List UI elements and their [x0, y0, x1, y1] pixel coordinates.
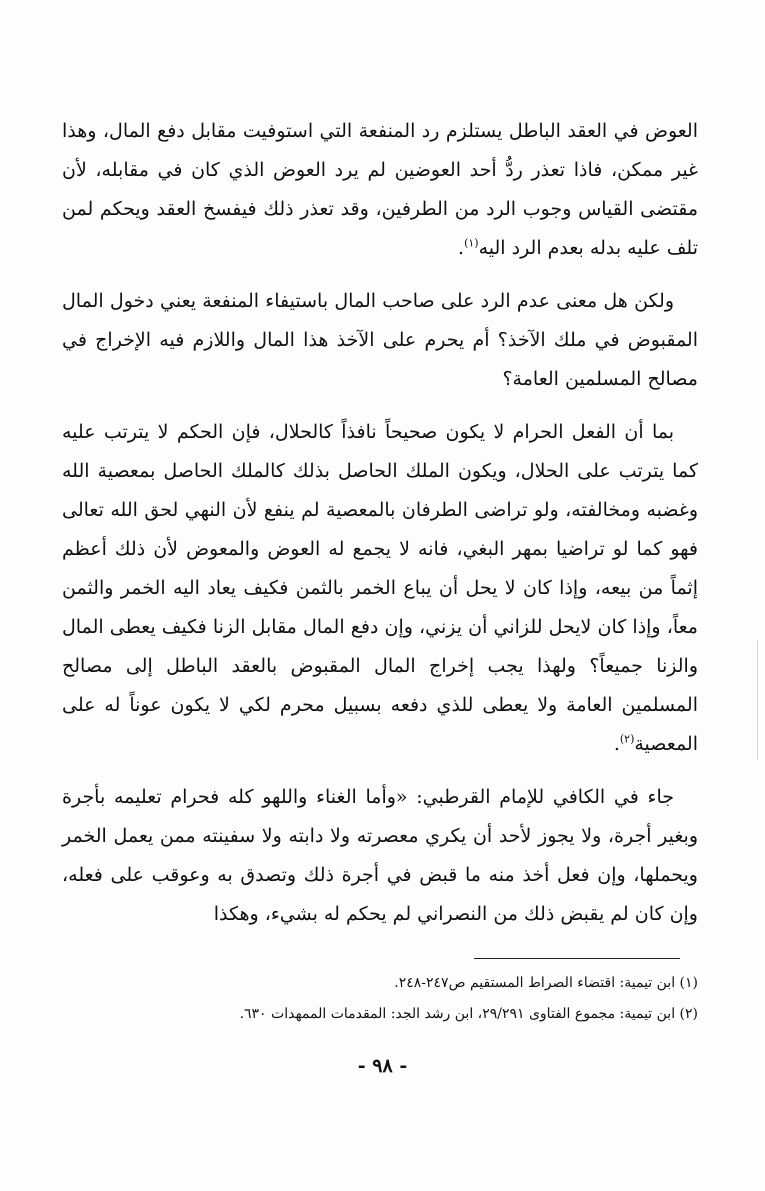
footnote-ref-1[interactable]: (١)	[464, 236, 479, 250]
footnote-divider	[474, 958, 680, 959]
footnote-1: (١) ابن تيمية: اقتضاء الصراط المستقيم ص٢٤٧-٢٤٨.	[394, 975, 698, 991]
footnotes	[62, 968, 698, 1030]
footnote-2: (٢) ابن تيمية: مجموع الفتاوى ٢٩/٢٩١، ابن رشد الجد: المقدمات الممهدات ٦٣٠.	[239, 1006, 698, 1022]
main-text	[62, 112, 698, 948]
page-number: - ٩٨ -	[357, 1055, 408, 1077]
paragraph-3-text: بما أن الفعل الحرام لا يكون صحيحاً نافذاً كالحلال، فإن الحكم لا يترتب عليه كما يترتب على الحلال، ويكون الملك الحاصل بذلك كالملك الحاصل بمعصية الله وغضبه ومخالفته، ولو تراضى الطرفان بالمعصية لم ينفع لأن النهي لحق الله تعالى فهو كما لو تراضيا بمهر البغي، فانه لا يجمع له العوض والمعوض لأن ذلك أعظم إثماً من بيعه، وإذا كان لا يحل أن يباع الخمر بالثمن فكيف يعاد اليه الخمر والثمن معاً، وإذا كان لايحل للزاني أن يزني، وإن دفع المال مقابل الزنا فكيف يعطى المال والزنا جميعاً؟ ولهذا يجب إخراج المال المقبوض بالعقد الباطل إلى مصالح المسلمين العامة ولا يعطى للذي دفعه بسبيل محرم لكي لا يكون عوناً له على المعصية	[62, 421, 698, 755]
paragraph-1-tail: .	[458, 237, 465, 259]
page-edge-mark	[757, 640, 758, 760]
paragraph-4	[62, 778, 698, 934]
paragraph-4-text: جاء في الكافي للإمام القرطبي: «وأما الغناء واللهو كله فحرام تعليمه بأجرة وبغير أجرة، ولا يجوز لأحد أن يكري معصرته ولا دابته ولا سفينته ممن يعمل الخمر ويحملها، وإن فعل أخذ منه ما قبض في أجرة ذلك وتصدق به وعوقب على فعله، وإن كان لم يقبض ذلك من النصراني لم يحكم له بشيء، وهكذا	[62, 786, 698, 925]
paragraph-3-tail: .	[613, 733, 620, 755]
paragraph-2	[62, 282, 698, 399]
paragraph-2-text: ولكن هل معنى عدم الرد على صاحب المال باستيفاء المنفعة يعني دخول المال المقبوض في ملك الآخذ؟ أم يحرم على الآخذ هذا المال واللازم فيه الإخراج في مصالح المسلمين العامة؟	[62, 290, 698, 390]
paragraph-1-text: العوض في العقد الباطل يستلزم رد المنفعة التي استوفيت مقابل دفع المال، وهذا غير ممكن، فاذا تعذر ردُّ أحد العوضين لم يرد العوض الذي كان في مقابله، لأن مقتضى القياس وجوب الرد من الطرفين، وقد تعذر ذلك فيفسخ العقد ويحكم لمن تلف عليه بدله بعدم الرد اليه	[62, 120, 698, 259]
paragraph-1	[62, 112, 698, 268]
footnote-ref-2[interactable]: (٢)	[619, 732, 635, 746]
paragraph-3	[62, 413, 698, 764]
